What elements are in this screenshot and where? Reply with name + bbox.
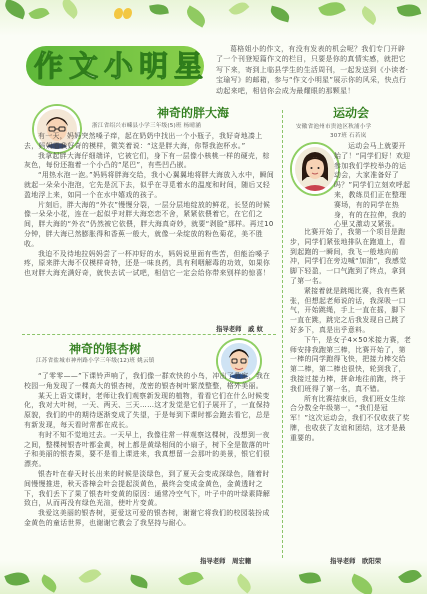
masthead (26, 42, 210, 94)
column-divider (282, 110, 283, 558)
teacher-credit-1: 指导老师 戚 蚊 (216, 325, 263, 333)
story-title-1: 神奇的胖大海 (156, 106, 229, 120)
story-paragraph: 运动会马上就要开始了！“同学们好！欢迎参加我们学校举办的运动会，大家准备好了吗？”同学们立刻欢呼起来，教练员们正在整理赛场，有的同学在热身，有的在拉伸，我的心里又激动又紧张。 (334, 142, 411, 229)
story-paragraph: 所有比赛结束后，我们班女生综合分数全年级第一，“我们是冠军！”这次运动会，我们不仅收获了奖牌，也收获了友谊和团结，这才是最重要的。 (290, 394, 410, 442)
story-paragraph: 有一天，妈妈突然嗓子痒，起在奶奶中找出一个小瓶子，我好奇地凑上去，妈妈看我好奇的模样，微笑着说：“这是胖大海，你帮我泡杯水。” (24, 132, 263, 150)
teacher-credit-2: 指导老师 周宏籍 (200, 557, 252, 565)
story-paragraph: 某天上语文课时，老师让我们观察新发现的植物，看看它们在什么时候变化，我对大叶树，一天、两天、三天……这才发觉是它们子展开了，一直保持原貌，我们的中的期待逐渐变成了失望，于是每到下课时都会跑去看它，总是有新发现，每天看时常都在成长。 (24, 391, 271, 429)
section-divider (22, 334, 276, 335)
story-paragraph: 下午，是女子4×50米接力赛，老师安排我跑第三棒，比赛开始了，第一棒的同学跑得飞快，把接力棒交给第二棒，第二棒也很快，轮到我了，我接过接力棒，拼命地往前跑，终于我们班得了第一名，真不错。 (290, 335, 412, 393)
teacher-credit-3: 指导老师 欧阳荣 (330, 557, 382, 565)
author-photo-3 (292, 144, 338, 194)
column-intro: 葛格姐小的作文，有没有发表的机会呢？我们专门开辟了一个刊登短篇作文的栏目，只要是你的真情实感，就把它写下来，寄到上临县学生的生活周刊，一起发送到《小读者·宝瑜写》的邮箱，参与“作文小明星”展示你的风采，快点行动起来吧，相信你会成为最耀眼的那颗星！ (216, 45, 409, 95)
butterfly-icon (114, 8, 132, 20)
story-paragraph: 我拿起胖大海仔细端详，它被它们，身下有一层像小核桃一样的硬壳，棕灰色，每份还拖着一个小凸的“尾巴”，有些凹凸嵌。 (24, 151, 270, 170)
story-paragraph: 片刻后，胖大海的“外衣”慢慢分裂，一层分层地绽放的鲜花，长竖的时候像一朵朵小花，连在一起似乎对胖大海恋恋不舍，紧紧依偎着它，在它们之间，胖大海的“外衣”仍然被它依偎，胖大海真奇妙，就要“剥脸”那样。再过10分钟，胖大海已然膨胀得和香蕉一般大，就像一朵绽放的粉色菊花，美不胜收。 (24, 200, 274, 248)
story-paragraph: 银杏叶在春天时长出来的时候是淡绿色，到了夏天会变成深绿色，随着时间慢慢推进，秋天香樟会叶会提起淡黄色，最终会变成金黄色，金黄透时之下，我们丢下了果了银杏叶变黄的原因：通常冷空气下，叶子中的叶绿素降解致白，从而再没有绿色光渲，使叶片变黄。 (24, 469, 271, 508)
story-paragraph: 比赛开始了，我第一个项目是跑步，同学们紧张地排队在跑道上，看到起跑的一瞬间，我飞一般地向前冲，同学们在旁边喊“加油”，我感觉脚下轻盈，一口气跑到了终点，拿到了第一名。 (290, 228, 407, 285)
story-body-3-continued (290, 228, 412, 444)
story-byline-3: 安徽省池州市贵池区秋浦小学 (296, 124, 372, 130)
masthead-title: 作文小明星 (34, 49, 210, 83)
story-paragraph: “用热水泡一泡。”妈妈将胖海交给，我小心翼翼地将胖大海放入水中，瞬间就起一朵朵小泡泡，它先是沉下去，似乎在寻觅着水的温度和时间，随后又轻盈地浮上来，如同一个在水中嬉戏的孩子。 (24, 171, 275, 199)
story-body-2 (24, 372, 276, 529)
story-byline-1: 浙江省绍兴市嵊县小学三年级(5)班 杨晴涵 (92, 123, 201, 129)
story-title-3: 运动会 (332, 106, 369, 120)
portrait-icon (295, 147, 335, 191)
story-paragraph: 紧接着就是跳绳比赛，我有些紧张，但想起老师说的话，我深吸一口气，开始跳绳，手上一直在摇，脚下一直在跳，跳完之后我发现自己跳了好多下，真是出乎意料。 (290, 286, 406, 334)
story-paragraph: “了零零——”下课铃声响了，我们像一群欢快的小鸟，冲出了教室，我在校园一角发现了一棵高大的银杏树，茂密的银杏树叶繁茂整整，格外美丽。 (24, 372, 271, 390)
story-paragraph: 我迫不及待地拉妈妈尝了一杯冲好的水，妈妈说里面有些苦，但能治嗓子疼，原来胖大海不仅模样奇特，还是一味良药，具有利咽解毒的功效，如果你也对胖大海充满好奇，就快去试一试吧，相信它一定会给你带来别样的惊喜！ (24, 249, 271, 278)
story-body-3 (334, 142, 412, 230)
story-class-3: 307班 石若岚 (330, 133, 367, 139)
story-paragraph: 我爱这美丽的银杏树，更爱这可爱的银杏树，谢谢它将我们的校园装扮成金黄色的童话世界，也谢谢它教会了我坚持与耐心。 (24, 509, 270, 527)
story-byline-2: 江苏省盐城市神州路小学三年级(12)班 姚云镇 (36, 358, 155, 364)
story-paragraph: 有时不知不觉地过去。一天早上，我像往常一样观察这棵树，没想到一夜之间，整棵树银杏叶都金黄，树上都是黄绿相间的小扇子，树下全是散落的叶子和美丽的银杏果，要不是看上课进来，我真想留一会那叶的美景，银它们很漂亮。 (24, 430, 271, 469)
story-body-1 (24, 132, 276, 279)
story-title-2: 神奇的银杏树 (68, 342, 141, 356)
